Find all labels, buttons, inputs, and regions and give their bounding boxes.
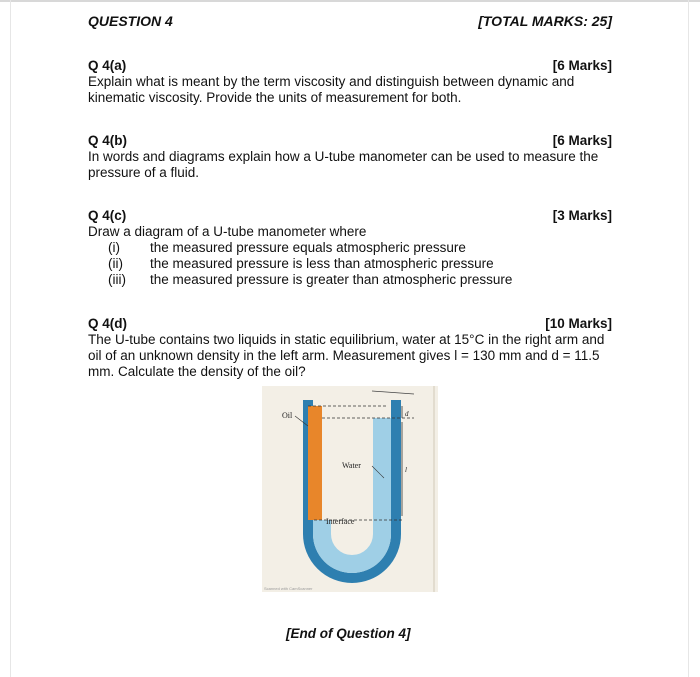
top-border <box>0 0 700 2</box>
q4d-text: The U-tube contains two liquids in static equilibrium, water at 15°C in the right arm and oil of an unknown density in the left arm. Measurement gives l = 130 mm and d = 11.5 mm. Calculate the density of the oil? <box>88 332 605 379</box>
q4d-heading: Q 4(d) <box>88 316 127 331</box>
u-tube-diagram <box>262 386 438 592</box>
q4d-marks: [10 Marks] <box>545 316 612 331</box>
question-title: QUESTION 4 <box>88 13 173 29</box>
q4c-list <box>88 240 512 288</box>
q4b-heading: Q 4(b) <box>88 133 127 148</box>
q4c-text: Draw a diagram of a U-tube manometer where <box>88 224 367 239</box>
page-left-edge <box>10 0 11 677</box>
q4b-text: In words and diagrams explain how a U-tube manometer can be used to measure the pressure of a fluid. <box>88 149 599 180</box>
q4a-text: Explain what is meant by the term viscosity and distinguish between dynamic and kinematic viscosity. Provide the units of measurement for both. <box>88 74 575 105</box>
l-label: l <box>405 466 407 474</box>
q4b-marks: [6 Marks] <box>552 133 612 148</box>
list-item: (i) the measured pressure equals atmospheric pressure <box>108 240 466 255</box>
interface-label: Interface <box>326 517 355 526</box>
q4a-marks: [6 Marks] <box>552 58 612 73</box>
u-tube-figure <box>262 386 438 592</box>
total-marks: [TOTAL MARKS: 25] <box>478 13 612 29</box>
list-item: (iii) the measured pressure is greater than atmospheric pressure <box>108 272 513 287</box>
d-label: d <box>405 410 409 418</box>
q4a-heading: Q 4(a) <box>88 58 127 73</box>
q4c-marks: [3 Marks] <box>552 208 612 223</box>
water-label: Water <box>342 461 361 470</box>
list-item: (ii) the measured pressure is less than atmospheric pressure <box>108 256 494 271</box>
oil-label: Oil <box>282 411 293 420</box>
end-of-question: [End of Question 4] <box>286 626 411 641</box>
scan-watermark: Scanned with CamScanner <box>264 586 313 591</box>
q4c-heading: Q 4(c) <box>88 208 127 223</box>
page-right-edge <box>688 0 689 677</box>
